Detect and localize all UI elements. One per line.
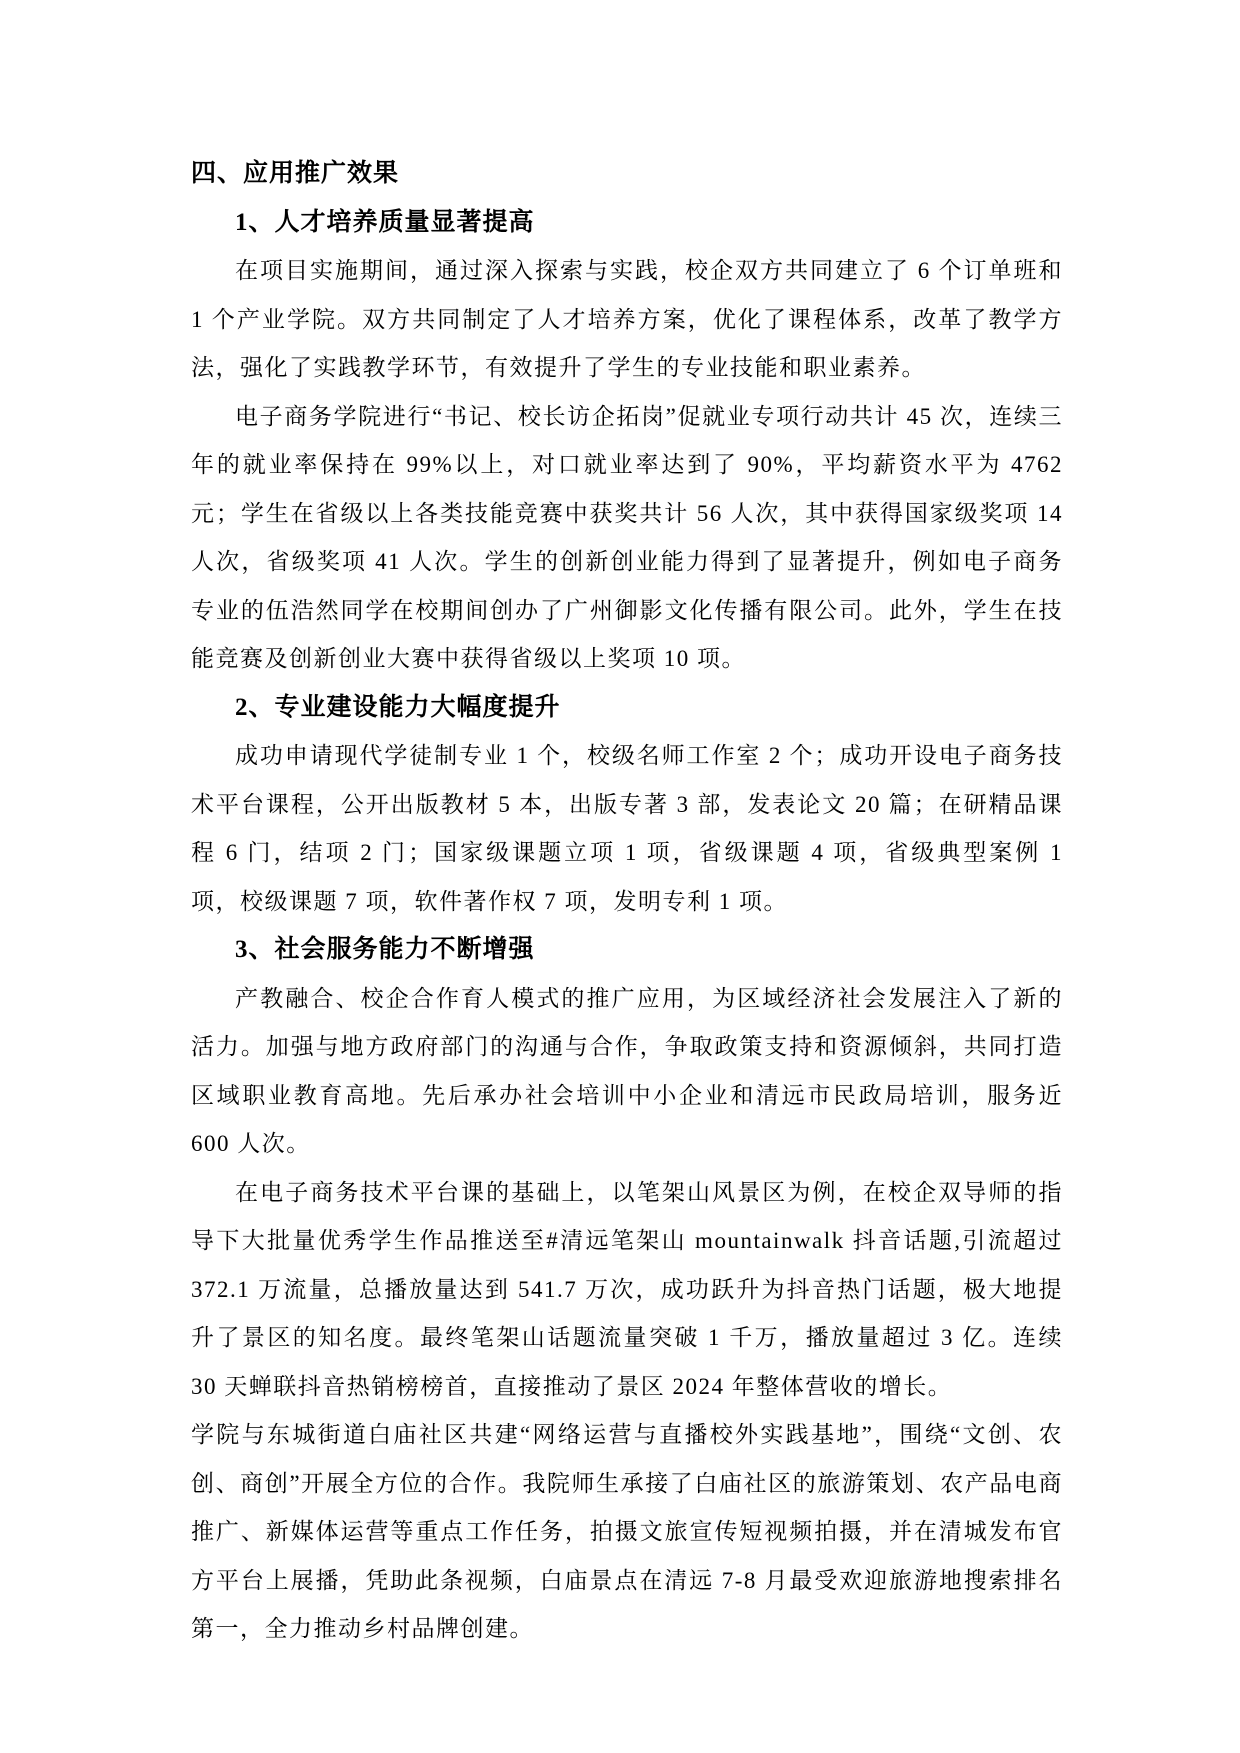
document-title: 四、应用推广效果 xyxy=(191,160,400,187)
body-paragraph: 电子商务学院进行“书记、校长访企拓岗”促就业专项行动共计 45 次，连续三年的就业率保持在 99%以上，对口就业率达到了 90%，平均薪资水平为 4762 元；学生在省级以上各类技能竞赛中获奖共计 56 人次，其中获得国家级奖项 14 人次，省级奖项 41 人次。学生的创新创业能力得到了显著提升，例如电子商务专业的伍浩然同学在校期间创办了广州御影文化传播有限公司。此外，学生在技能竞赛及创新创业大赛中获得省级以上奖项 10 项。 xyxy=(191,403,1063,671)
section-heading: 1、人才培养质量显著提高 xyxy=(235,208,535,236)
body-paragraph: 产教融合、校企合作育人模式的推广应用，为区域经济社会发展注入了新的活力。加强与地方政府部门的沟通与合作，争取政策支持和资源倾斜，共同打造区域职业教育高地。先后承办社会培训中小企业和清远市民政局培训，服务近 600 人次。 xyxy=(191,985,1063,1156)
body-paragraph: 成功申请现代学徒制专业 1 个，校级名师工作室 2 个；成功开设电子商务技术平台课程，公开出版教材 5 本，出版专著 3 部，发表论文 20 篇；在研精品课程 6 门，结项 2 门；国家级课题立项 1 项，省级课题 4 项，省级典型案例 1 项，校级课题 7 项，软件著作权 7 项，发明专利 1 项。 xyxy=(191,743,1063,914)
section-heading: 3、社会服务能力不断增强 xyxy=(235,936,535,963)
document-content xyxy=(191,150,1063,1654)
body-paragraph: 在项目实施期间，通过深入探索与实践，校企双方共同建立了 6 个订单班和 1 个产业学院。双方共同制定了人才培养方案，优化了课程体系，改革了教学方法，强化了实践教学环节，有效提升了学生的专业技能和职业素养。 xyxy=(191,258,1063,380)
document-body xyxy=(191,199,1063,1654)
body-paragraph: 在电子商务技术平台课的基础上，以笔架山风景区为例，在校企双导师的指导下大批量优秀学生作品推送至#清远笔架山 mountainwalk 抖音话题,引流超过 372.1 万流量，总播放量达到 541.7 万次，成功跃升为抖音热门话题，极大地提升了景区的知名度。最终笔架山话题流量突破 1 千万，播放量超过 3 亿。连续 30 天蝉联抖音热销榜榜首，直接推动了景区 2024 年整体营收的增长。 xyxy=(191,1179,1063,1399)
body-paragraph: 学院与东城街道白庙社区共建“网络运营与直播校外实践基地”，围绕“文创、农创、商创”开展全方位的合作。我院师生承接了白庙社区的旅游策划、农产品电商推广、新媒体运营等重点工作任务，拍摄文旅宣传短视频拍摄，并在清城发布官方平台上展播，凭助此条视频，白庙景点在清远 7-8 月最受欢迎旅游地搜索排名第一，全力推动乡村品牌创建。 xyxy=(191,1422,1063,1641)
section-heading: 2、专业建设能力大幅度提升 xyxy=(235,693,561,721)
